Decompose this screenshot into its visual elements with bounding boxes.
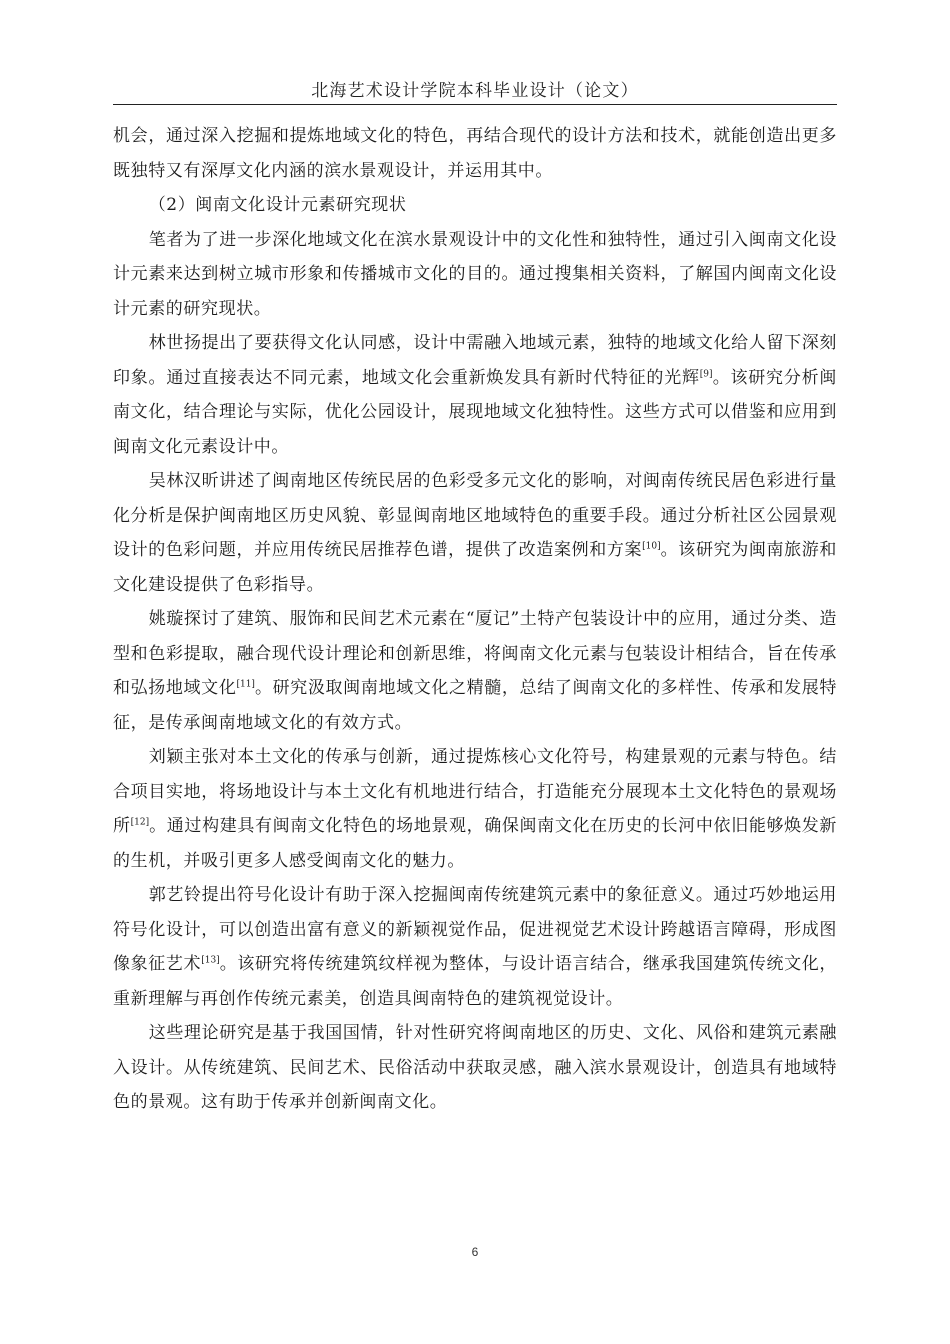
- citation-ref: [13]: [201, 955, 220, 966]
- paragraph-text: 郭艺铃提出符号化设计有助于深入挖掘闽南传统建筑元素中的象征意义。通过巧妙地运用符号化设计，可以创造出富有意义的新颖视觉作品，促进视觉艺术设计跨越语言障碍，形成图像象征艺术: [113, 885, 837, 974]
- paragraph-text: 。该研究将传统建筑纹样视为整体，与设计语言结合，继承我国建筑传统文化，重新理解与再创作传统元素美，创造具闽南特色的建筑视觉设计。: [113, 954, 838, 1009]
- citation-ref: [9]: [699, 368, 713, 379]
- paragraph-text: 。该研究为闽南旅游和文化建设提供了色彩指导。: [113, 540, 838, 595]
- paragraph-guo-yiling: [113, 878, 837, 1016]
- paragraph-text: 。该研究分析闽南文化，结合理论与实际，优化公园设计，展现地域文化独特性。这些方式可以借鉴和应用到闽南文化元素设计中。: [113, 367, 837, 457]
- paragraph-yao-xuan: [113, 602, 837, 740]
- citation-ref: [12]: [130, 817, 150, 828]
- paragraph-liu-ying: [113, 740, 837, 878]
- paragraph-text: 。通过构建具有闽南文化特色的场地景观，确保闽南文化在历史的长河中依旧能够焕发新的生机，并吸引更多人感受闽南文化的魅力。: [113, 816, 837, 871]
- section-subheading: （2）闽南文化设计元素研究现状: [148, 195, 407, 215]
- paragraph-intro: 笔者为了进一步深化地域文化在滨水景观设计中的文化性和独特性，通过引入闽南文化设计元素来达到树立城市形象和传播城市文化的目的。通过搜集相关资料，了解国内闽南文化设计元素的研究现状。: [113, 229, 837, 319]
- paragraph-lin-shiyang: [113, 326, 837, 464]
- page-number: 6: [471, 1245, 479, 1259]
- citation-ref: [10]: [642, 541, 661, 552]
- paragraph-summary: 这些理论研究是基于我国国情，针对性研究将闽南地区的历史、文化、风俗和建筑元素融入设计。从传统建筑、民间艺术、民俗活动中获取灵感，融入滨水景观设计，创造具有地域特色的景观。这有助于传承并创新闽南文化。: [113, 1023, 837, 1112]
- paragraph-text: 林世扬提出了要获得文化认同感，设计中需融入地域元素，独特的地域文化给人留下深刻印象。通过直接表达不同元素，地域文化会重新焕发具有新时代特征的光辉: [113, 333, 837, 388]
- paragraph-continuation: 机会，通过深入挖掘和提炼地域文化的特色，再结合现代的设计方法和技术，就能创造出更多既独特又有深厚文化内涵的滨水景观设计，并运用其中。: [113, 126, 837, 181]
- paragraph-text: 姚璇探讨了建筑、服饰和民间艺术元素在“厦记”土特产包装设计中的应用，通过分类、造型和色彩提取，融合现代设计理论和创新思维，将闽南文化元素与包装设计相结合，旨在传承和弘扬地域文化: [113, 609, 837, 698]
- paragraph-text: 刘颖主张对本土文化的传承与创新，通过提炼核心文化符号，构建景观的元素与特色。结合项目实地，将场地设计与本土文化有机地进行结合，打造能充分展现本土文化特色的景观场所: [113, 747, 837, 836]
- paragraph-wu-linhanxin: [113, 464, 837, 602]
- running-header: 北海艺术设计学院本科毕业设计（论文）: [311, 81, 639, 101]
- citation-ref: [11]: [236, 679, 255, 690]
- header-rule: [113, 104, 837, 105]
- paragraph-text: 。研究汲取闽南地域文化之精髓，总结了闽南文化的多样性、传承和发展特征，是传承闽南地域文化的有效方式。: [113, 678, 837, 733]
- paragraph-text: 吴林汉昕讲述了闽南地区传统民居的色彩受多元文化的影响，对闽南传统民居色彩进行量化分析是保护闽南地区历史风貌、彰显闽南地区地域特色的重要手段。通过分析社区公园景观设计的色彩问题，并应用传统民居推荐色谱，提供了改造案例和方案: [113, 471, 837, 560]
- body-text: [113, 119, 837, 1120]
